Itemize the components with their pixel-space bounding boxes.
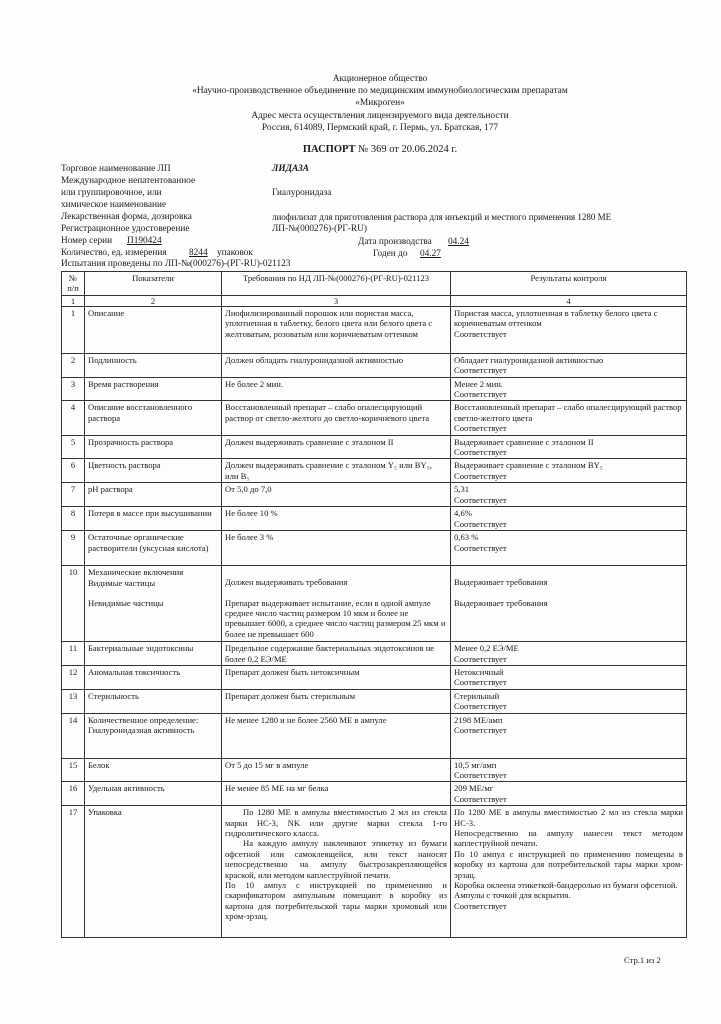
form-value: лиофилизат для приготовления раствора для инъекций и местного применения 1280 МЕ [272,212,612,222]
table-row [62,782,687,806]
table-row [62,507,687,531]
inn-label-2: или группировочное, или [61,188,162,198]
result-value: Стерильный [454,690,500,701]
result-value: Менее 0,2 ЕЭ/МЕ [454,643,519,654]
column-number: 4 [451,295,687,306]
column-number: 3 [222,295,451,306]
inn-label-1: Международное непатентованное [61,176,196,186]
qty-unit: упаковок [217,248,253,258]
packaging-result-4: Коробка оклеена этикеткой-бандеролью из бумаги офсетной. [454,880,678,890]
row-requirement: Лиофилизированный порошок или пористая масса, уплотненная в таблетку, белого цвета или белого цвета с желтоватым, розоватым или коричневатым оттенком [222,306,451,353]
header-requirements: Требования по НД ЛП-№(000276)-(РГ-RU)-021123 [222,272,451,296]
org-type: Акционерное общество [332,74,428,84]
header-indicator: Показатели [85,272,222,296]
row-number: 1 [62,306,85,353]
header-results: Результаты контроля [451,272,687,296]
visible-particles: Видимые частицы [88,577,156,588]
column-number-row [62,295,687,306]
packaging-requirement-1: По 1280 МЕ в ампулы вместимостью 2 мл из стекла марки НС-3, NK или другие марки стекла 1-го гидролитического класса. [225,807,447,838]
row-number: 11 [62,642,85,666]
row-indicator: Прозрачность раствора [85,435,222,459]
result-status: Соответствует [454,518,507,529]
result-value: Выдерживает сравнение с эталоном II [454,436,594,447]
address-label: Адрес места осуществления лицензируемого вида деятельности [251,111,509,121]
row-number: 5 [62,435,85,459]
row-indicator: Аномальная токсичность [85,665,222,689]
row-number: 3 [62,377,85,401]
row-result [451,377,687,401]
row-result [451,401,687,435]
result-value: 10,5 мг/амп [454,759,497,770]
row-result [451,483,687,507]
row-result [451,689,687,713]
visible-result: Выдерживает требования [454,577,548,588]
result-value: Восстановленный препарат – слабо опалесцирующий раствор светло-желтого цвета [454,402,682,423]
row-number: 14 [62,713,85,758]
packaging-result-1: По 1280 МЕ в ампулы вместимостью 2 мл из стекла марки НС-3. [454,807,683,828]
row-result [451,665,687,689]
result-status: Соответствует [454,769,507,780]
org-name-line-2: «Микроген» [355,98,405,108]
form-label: Лекарственная форма, дозировка [61,212,192,222]
result-status: Соответствует [454,724,507,735]
table-row [62,353,687,377]
table-row [62,401,687,435]
row-number: 15 [62,758,85,782]
row-number: 4 [62,401,85,435]
table-row [62,758,687,782]
row-indicator: Подлинность [85,353,222,377]
row-indicator: Белок [85,758,222,782]
tests-label: Испытания проведены по ЛП-№(000276)-(РГ-RU)-021123 [61,259,291,269]
row-result [451,713,687,758]
row-requirement: Должен обладать гиалуронидазной активностью [222,353,451,377]
result-value: Менее 2 мин. [454,378,503,389]
packaging-result-3: По 10 ампул с инструкцией по применению помещены в коробку из картона для потребительской тары марки хром-эрзац. [454,848,683,880]
invisible-result: Выдерживает требования [454,597,548,608]
table-row [62,689,687,713]
title-number-date: № 369 от 20.06.2024 г. [355,144,458,155]
result-status: Соответствует [454,328,507,339]
packaging-requirement-2: На каждую ампулу наклеивают этикетку из бумаги офсетной или самоклеящейся, или текст наносят непосредственно на ампулу быстрозакрепляющейся краской, или методом каплеструйной печати. [225,838,447,880]
invisible-particles: Невидимые частицы [88,597,164,608]
row-requirement: Должен выдерживать сравнение с эталоном Y₅ или BY₅, или B₅ [222,459,451,483]
result-status: Соответствует [454,677,507,688]
expiry-label: Годен до [373,249,408,259]
result-status: Соответствует [454,900,507,911]
row-number: 17 [62,806,85,938]
table-row [62,642,687,666]
row-indicator: pH раствора [85,483,222,507]
row-requirement: Не менее 1280 и не более 2560 МЕ в ампуле [222,713,451,758]
table-row [62,306,687,353]
table-row [62,377,687,401]
prod-date-label: Дата производства [358,237,432,247]
row-requirement: От 5 до 15 мг в ампуле [222,758,451,782]
result-status: Соответствует [454,653,507,664]
row-indicator: Упаковка [85,806,222,938]
trade-name-label: Торговое наименование ЛП [61,164,171,174]
org-name-line-1: «Научно-производственное объединение по медицинским иммунобиологическим препаратам [192,86,568,96]
row-indicator: Цветность раствора [85,459,222,483]
row-number: 10 [62,566,85,642]
result-status: Соответствует [454,494,507,505]
row-result [451,566,687,642]
table-header-row [62,272,687,296]
row-result [451,507,687,531]
title-word: ПАСПОРТ [302,144,356,155]
table-row [62,435,687,459]
table-row [62,483,687,507]
row-number: 12 [62,665,85,689]
row-requirement: Не более 2 мин. [222,377,451,401]
reg-label: Регистрационное удостоверение [61,224,190,234]
inn-label-3: химическое наименование [61,200,167,210]
result-status: Соответствует [454,470,507,481]
column-number: 1 [62,295,85,306]
row-indicator: Время растворения [85,377,222,401]
qty-label: Количество, ед. измерения [61,248,167,258]
result-status: Соответствует [454,447,507,458]
row-requirement: Предельное содержание бактериальных эндотоксинов не более 0,2 ЕЭ/МЕ [222,642,451,666]
page-number: Стр.1 из 2 [624,955,661,965]
row-indicator: Количественное определение: Гиалуронидазная активность [85,713,222,758]
result-value: 209 МЕ/мг [454,783,494,794]
row-number: 8 [62,507,85,531]
table-row-packaging [62,806,687,938]
row-indicator: Остаточные органические растворители (уксусная кислота) [85,531,222,566]
result-status: Соответствует [454,389,507,400]
result-value: Нетоксичный [454,666,504,677]
result-value: 0,63 % [454,532,479,543]
inn-value: Гиалуронидаза [272,188,332,198]
row-requirement: Должен выдерживать сравнение с эталоном II [222,435,451,459]
result-status: Соответствует [454,542,507,553]
row-requirement [222,806,451,938]
series-label: Номер серии [61,236,113,246]
row-number: 2 [62,353,85,377]
row-number: 7 [62,483,85,507]
invisible-requirement: Препарат выдерживает испытание, если в одной ампуле среднее число частиц размером 10 мкм и более не превышает 6000, а среднее число частиц размером 25 мкм и более не превышает 600 [225,597,446,639]
row-requirement: Не более 3 % [222,531,451,566]
row-indicator: Удельная активность [85,782,222,806]
row-requirement: От 5,0 до 7,0 [222,483,451,507]
result-value: Выдерживает сравнение с эталоном BY₅ [454,460,603,471]
result-value: 4,6% [454,508,472,519]
result-status: Соответствует [454,793,507,804]
row-indicator [85,566,222,642]
table-row [62,665,687,689]
row-indicator: Бактериальные эндотоксины [85,642,222,666]
packaging-result-5: Ампулы с точкой для вскрытия. [454,890,571,901]
trade-name: ЛИДАЗА [272,164,309,174]
control-results-table [61,271,687,938]
row-requirement: Препарат должен быть стерильным [222,689,451,713]
document-title [100,144,660,155]
table-row [62,713,687,758]
row-result [451,806,687,938]
row-number: 16 [62,782,85,806]
row-result [451,306,687,353]
row-result [451,435,687,459]
row-indicator: Стерильность [85,689,222,713]
reg-value: ЛП-№(000276)-(РГ-RU) [272,224,367,234]
packaging-requirement-3: По 10 ампул с инструкцией по применению и скарификатором ампульным помещают в коробку из картона для потребительской тары марки хромовый или хром-эрзац. [225,880,447,922]
result-status: Соответствует [454,701,507,712]
visible-requirement: Должен выдерживать требования [225,577,348,588]
table-row [62,531,687,566]
expiry-value: 04.27 [420,249,441,259]
row-requirement: Восстановленный препарат – слабо опалесцирующий раствор от светло-желтого до светло-коричневого цвета [222,401,451,435]
mechanical-title: Механические включения [88,567,184,578]
qty-value: 8244 [189,248,208,258]
row-result [451,531,687,566]
result-status: Соответствует [454,365,507,376]
prod-date-value: 04.24 [448,237,469,247]
result-status: Соответствует [454,423,507,434]
row-indicator: Описание [85,306,222,353]
address: Россия, 614089, Пермский край, г. Пермь, ул. Братская, 177 [261,123,499,133]
row-requirement: Препарат должен быть нетоксичным [222,665,451,689]
row-result [451,758,687,782]
result-value: Пористая масса, уплотненная в таблетку белого цвета с коричневатым оттенком [454,307,658,329]
result-value: 5,31 [454,484,470,495]
row-result [451,459,687,483]
row-result [451,782,687,806]
row-indicator: Потеря в массе при высушивании [85,507,222,531]
row-result [451,353,687,377]
series-value: П190424 [127,236,162,246]
table-row [62,459,687,483]
result-value: 2198 МЕ/амп [454,714,503,725]
header-number: № п/п [62,272,85,296]
row-number: 6 [62,459,85,483]
column-number: 2 [85,295,222,306]
row-requirement: Не более 10 % [222,507,451,531]
row-number: 13 [62,689,85,713]
result-value: Обладает гиалуронидазной активностью [454,354,604,365]
row-requirement: Не менее 85 МЕ на мг белка [222,782,451,806]
row-indicator: Описание восстановленного раствора [85,401,222,435]
packaging-result-2: Непосредственно на ампулу нанесен текст методом каплеструйной печати. [454,827,683,849]
row-result [451,642,687,666]
row-number: 9 [62,531,85,566]
row-requirement [222,566,451,642]
table-row-mechanical [62,566,687,642]
